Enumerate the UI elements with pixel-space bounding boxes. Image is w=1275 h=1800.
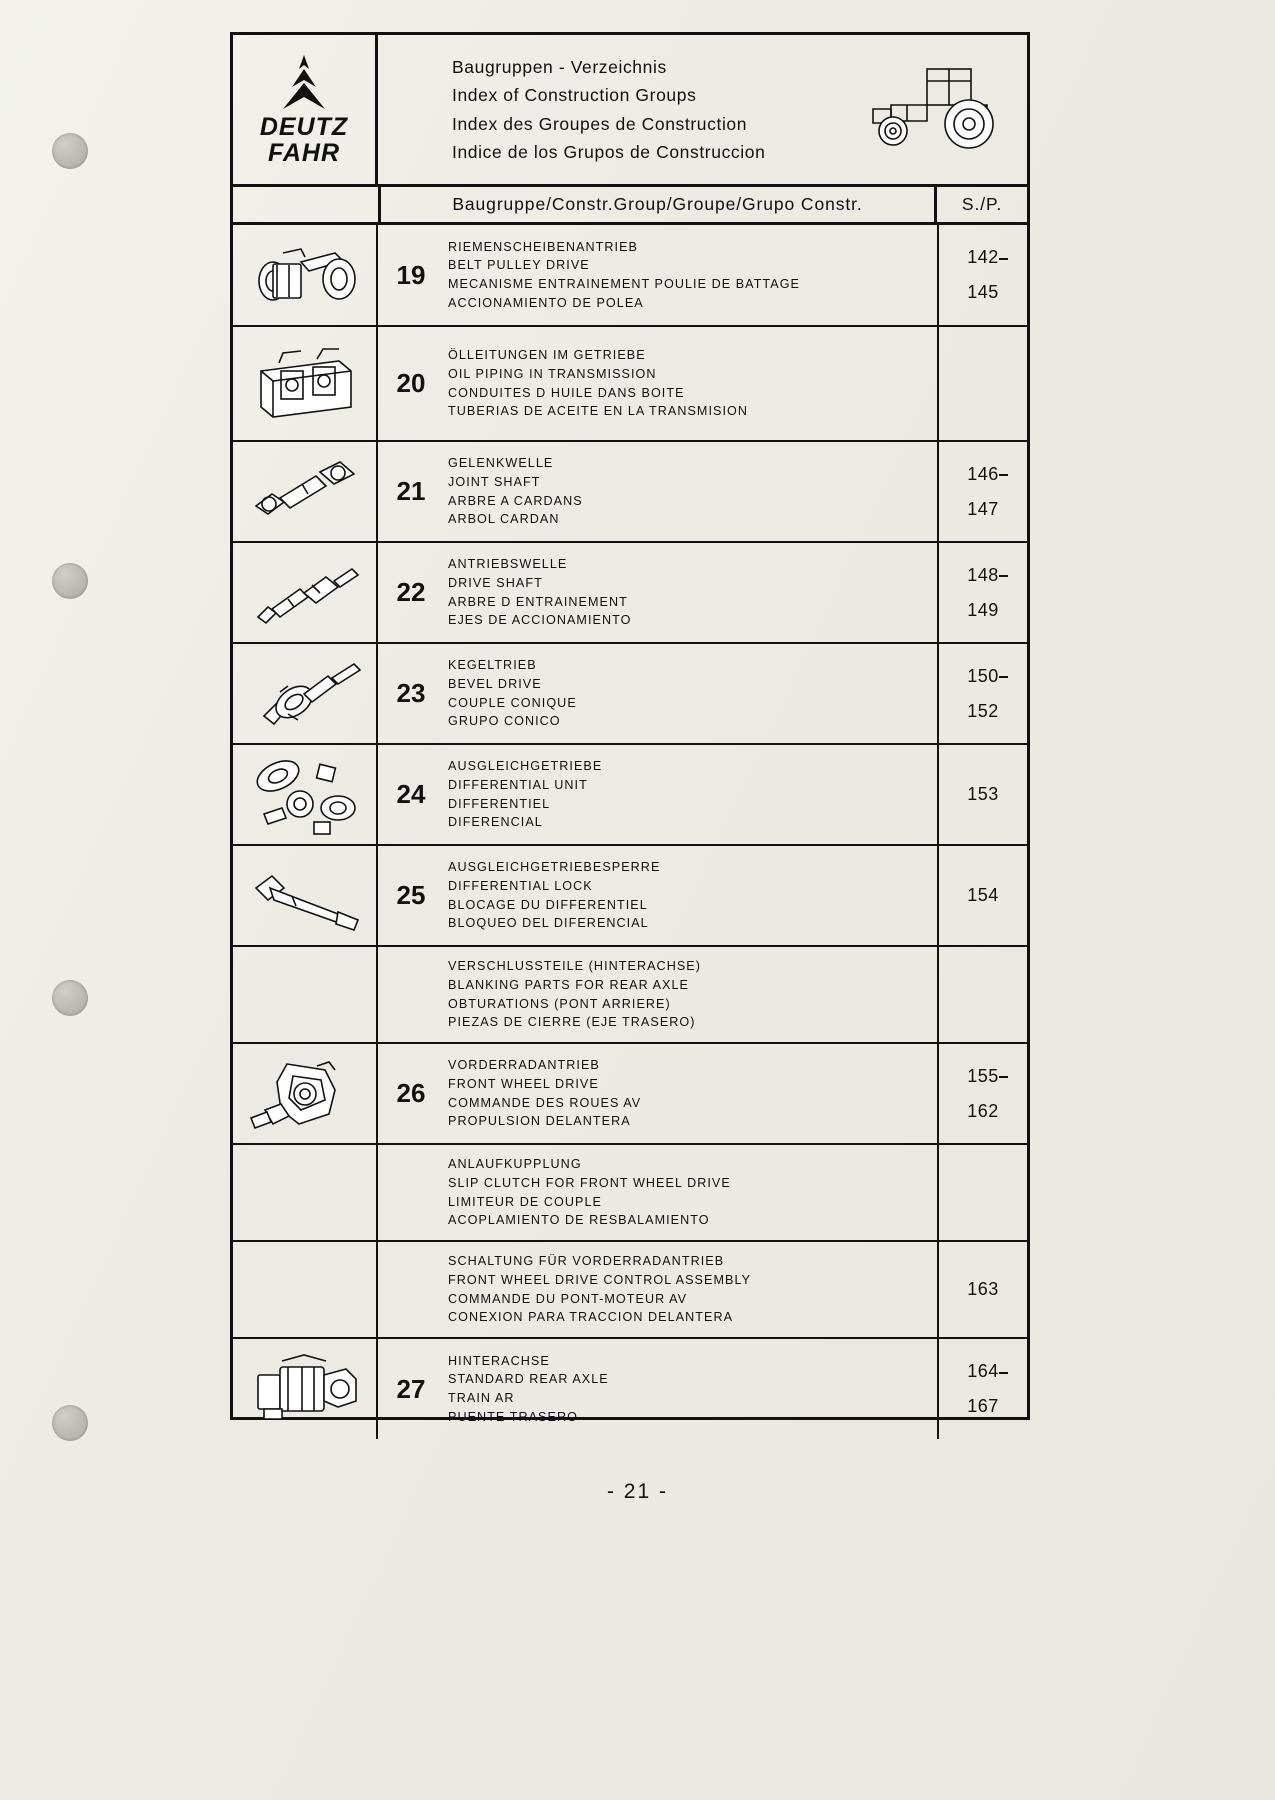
row-page-from: 154 bbox=[967, 885, 999, 905]
row-picture bbox=[233, 327, 378, 440]
rear-axle-part-icon bbox=[242, 1349, 368, 1429]
table-row bbox=[233, 1145, 1027, 1242]
differential-lock-part-icon bbox=[242, 858, 368, 934]
row-name-fr: COMMANDE DES ROUES AV bbox=[448, 1095, 642, 1110]
column-header-group bbox=[378, 187, 937, 222]
binder-hole bbox=[52, 980, 88, 1016]
row-name-en: DRIVE SHAFT bbox=[448, 575, 543, 590]
column-header-group-label: Baugruppe/Constr.Group/Groupe/Grupo Constr. bbox=[452, 194, 863, 214]
binder-hole bbox=[52, 1405, 88, 1441]
row-pages bbox=[939, 225, 1027, 325]
row-name-es: ARBOL CARDAN bbox=[448, 512, 560, 527]
row-page-to: 149 bbox=[967, 599, 999, 620]
row-page-to: 167 bbox=[967, 1396, 999, 1416]
column-header-pages bbox=[937, 187, 1027, 222]
row-names bbox=[444, 947, 939, 1042]
row-group-number: 21 bbox=[396, 476, 426, 506]
row-name-es: PIEZAS DE CIERRE (EJE TRASERO) bbox=[448, 1015, 696, 1030]
front-wheel-drive-part-icon bbox=[243, 1052, 367, 1136]
row-name-en: BEVEL DRIVE bbox=[448, 676, 542, 691]
row-pages bbox=[939, 644, 1027, 743]
row-page-to: 145 bbox=[967, 282, 999, 302]
table-row bbox=[233, 543, 1027, 644]
row-name-fr: CONDUITES D HUILE DANS BOITE bbox=[448, 385, 685, 400]
row-name-es: ACOPLAMIENTO DE RESBALAMIENTO bbox=[448, 1213, 710, 1228]
row-name-en: FRONT WHEEL DRIVE bbox=[448, 1076, 599, 1091]
row-picture bbox=[233, 644, 378, 743]
belt-pulley-drive-part-icon bbox=[243, 235, 367, 315]
row-group-number: 20 bbox=[396, 368, 426, 398]
row-names bbox=[444, 846, 939, 945]
table-row bbox=[233, 327, 1027, 442]
row-name-en: DIFFERENTIAL LOCK bbox=[448, 878, 593, 893]
row-names bbox=[444, 644, 939, 743]
row-pages bbox=[939, 1242, 1027, 1337]
row-pages bbox=[939, 327, 1027, 440]
row-name-es: EJES DE ACCIONAMIENTO bbox=[448, 613, 632, 628]
row-pages bbox=[939, 947, 1027, 1042]
row-group-number bbox=[378, 1242, 444, 1337]
row-name-de: VERSCHLUSSTEILE (HINTERACHSE) bbox=[448, 959, 701, 974]
row-name-de: AUSGLEICHGETRIEBE bbox=[448, 759, 603, 774]
row-group-number: 27 bbox=[396, 1373, 426, 1404]
header-titles bbox=[378, 35, 1027, 184]
row-name-es: PUENTE TRASERO bbox=[448, 1409, 578, 1424]
deutz-fahr-logo-icon bbox=[244, 53, 364, 166]
row-name-fr: BLOCAGE DU DIFFERENTIEL bbox=[448, 897, 648, 912]
table-row bbox=[233, 1044, 1027, 1145]
table-row bbox=[233, 745, 1027, 846]
row-name-es: BLOQUEO DEL DIFERENCIAL bbox=[448, 916, 649, 931]
row-name-fr: COMMANDE DU PONT-MOTEUR AV bbox=[448, 1291, 688, 1306]
title-de: Baugruppen - Verzeichnis bbox=[452, 56, 667, 77]
page-number: - 21 - bbox=[606, 1480, 668, 1503]
row-name-de: AUSGLEICHGETRIEBESPERRE bbox=[448, 860, 661, 875]
row-name-en: DIFFERENTIAL UNIT bbox=[448, 777, 588, 792]
row-name-es: GRUPO CONICO bbox=[448, 714, 561, 729]
row-name-es: ACCIONAMIENTO DE POLEA bbox=[448, 295, 644, 310]
row-group-number: 26 bbox=[396, 1078, 426, 1108]
table-row bbox=[233, 442, 1027, 543]
row-page-from: 142 bbox=[967, 247, 999, 267]
row-name-fr: DIFFERENTIEL bbox=[448, 796, 551, 811]
row-picture bbox=[233, 1145, 378, 1240]
tractor-illustration-icon bbox=[861, 61, 1011, 156]
row-name-de: GELENKWELLE bbox=[448, 456, 554, 471]
row-names bbox=[444, 1044, 939, 1143]
binder-hole bbox=[52, 563, 88, 599]
row-name-fr: ARBRE A CARDANS bbox=[448, 493, 583, 508]
row-name-fr: COUPLE CONIQUE bbox=[448, 695, 577, 710]
row-name-de: ÖLLEITUNGEN IM GETRIEBE bbox=[448, 348, 646, 363]
row-picture bbox=[233, 543, 378, 642]
row-group-number: 24 bbox=[396, 779, 426, 809]
oil-piping-transmission-part-icon bbox=[243, 341, 367, 427]
row-name-de: ANTRIEBSWELLE bbox=[448, 557, 568, 572]
row-names bbox=[444, 1242, 939, 1337]
row-name-en: FRONT WHEEL DRIVE CONTROL ASSEMBLY bbox=[448, 1272, 752, 1287]
row-pages bbox=[939, 1339, 1027, 1439]
row-page-to: 162 bbox=[967, 1100, 999, 1121]
row-page-from: 148 bbox=[967, 564, 999, 585]
table-row bbox=[233, 1339, 1027, 1439]
row-names bbox=[444, 745, 939, 844]
title-es: Indice de los Grupos de Construccion bbox=[452, 141, 766, 162]
differential-unit-part-icon bbox=[242, 754, 368, 836]
row-pages bbox=[939, 846, 1027, 945]
row-name-fr: TRAIN AR bbox=[448, 1391, 515, 1405]
row-names bbox=[444, 225, 939, 325]
row-picture bbox=[233, 947, 378, 1042]
row-pages bbox=[939, 543, 1027, 642]
row-name-de: KEGELTRIEB bbox=[448, 658, 537, 673]
row-name-es: TUBERIAS DE ACEITE EN LA TRANSMISION bbox=[448, 404, 748, 419]
row-name-es: PROPULSION DELANTERA bbox=[448, 1114, 631, 1129]
title-fr: Index des Groupes de Construction bbox=[452, 113, 748, 134]
row-page-from: 164 bbox=[967, 1361, 999, 1381]
row-names bbox=[444, 442, 939, 541]
row-name-fr: ARBRE D ENTRAINEMENT bbox=[448, 594, 628, 609]
row-group-number: 19 bbox=[396, 259, 426, 290]
row-name-de: RIEMENSCHEIBENANTRIEB bbox=[448, 239, 638, 254]
row-picture bbox=[233, 1242, 378, 1337]
row-picture bbox=[233, 1339, 378, 1439]
row-name-en: JOINT SHAFT bbox=[448, 474, 541, 489]
row-group-number bbox=[378, 1145, 444, 1240]
row-picture bbox=[233, 1044, 378, 1143]
row-page-from: 155 bbox=[967, 1065, 999, 1086]
row-group-number: 23 bbox=[396, 678, 426, 708]
row-name-fr: MECANISME ENTRAINEMENT POULIE DE BATTAGE bbox=[448, 277, 800, 291]
row-pages bbox=[939, 745, 1027, 844]
table-row bbox=[233, 947, 1027, 1044]
joint-shaft-part-icon bbox=[242, 454, 368, 530]
bevel-drive-part-icon bbox=[242, 654, 368, 734]
brand-line-2: FAHR bbox=[267, 138, 341, 167]
table-column-header bbox=[233, 187, 1027, 225]
brand-logo-cell bbox=[233, 35, 378, 184]
column-header-pages-label: S./P. bbox=[961, 194, 1003, 214]
row-name-fr: OBTURATIONS (PONT ARRIERE) bbox=[448, 996, 671, 1011]
brand-line-1: DEUTZ bbox=[259, 113, 349, 141]
binder-hole bbox=[52, 133, 88, 169]
row-picture bbox=[233, 442, 378, 541]
row-page-from: 146 bbox=[967, 463, 999, 484]
row-pages bbox=[939, 1044, 1027, 1143]
table-row bbox=[233, 1242, 1027, 1339]
row-page-from: 153 bbox=[967, 784, 999, 804]
row-picture bbox=[233, 745, 378, 844]
row-picture bbox=[233, 846, 378, 945]
row-group-number: 22 bbox=[396, 577, 426, 607]
row-name-en: OIL PIPING IN TRANSMISSION bbox=[448, 366, 657, 381]
row-pages bbox=[939, 442, 1027, 541]
row-name-en: BLANKING PARTS FOR REAR AXLE bbox=[448, 977, 689, 992]
row-page-from: 150 bbox=[967, 665, 999, 686]
row-name-de: HINTERACHSE bbox=[448, 1353, 550, 1368]
column-header-picture bbox=[233, 187, 378, 222]
row-names bbox=[444, 1339, 939, 1439]
table-row bbox=[233, 846, 1027, 947]
index-table bbox=[230, 32, 1030, 1424]
document-header bbox=[233, 35, 1027, 187]
row-name-en: STANDARD REAR AXLE bbox=[448, 1372, 609, 1387]
row-names bbox=[444, 1145, 939, 1240]
row-name-es: CONEXION PARA TRACCION DELANTERA bbox=[448, 1310, 734, 1325]
row-name-en: SLIP CLUTCH FOR FRONT WHEEL DRIVE bbox=[448, 1175, 731, 1190]
row-name-fr: LIMITEUR DE COUPLE bbox=[448, 1194, 602, 1209]
row-names bbox=[444, 543, 939, 642]
row-name-es: DIFERENCIAL bbox=[448, 815, 543, 830]
row-name-de: VORDERRADANTRIEB bbox=[448, 1058, 600, 1073]
row-page-from: 163 bbox=[967, 1279, 999, 1299]
table-row bbox=[233, 225, 1027, 327]
table-row bbox=[233, 644, 1027, 745]
row-page-to: 147 bbox=[967, 498, 999, 519]
title-en: Index of Construction Groups bbox=[452, 85, 697, 106]
row-name-de: SCHALTUNG FÜR VORDERRADANTRIEB bbox=[448, 1254, 725, 1269]
row-group-number bbox=[378, 947, 444, 1042]
row-name-en: BELT PULLEY DRIVE bbox=[448, 258, 590, 273]
row-name-de: ANLAUFKUPPLUNG bbox=[448, 1157, 582, 1172]
drive-shaft-part-icon bbox=[242, 555, 368, 631]
row-names bbox=[444, 327, 939, 440]
row-picture bbox=[233, 225, 378, 325]
row-page-to: 152 bbox=[967, 700, 999, 721]
row-group-number: 25 bbox=[396, 880, 426, 910]
row-pages bbox=[939, 1145, 1027, 1240]
